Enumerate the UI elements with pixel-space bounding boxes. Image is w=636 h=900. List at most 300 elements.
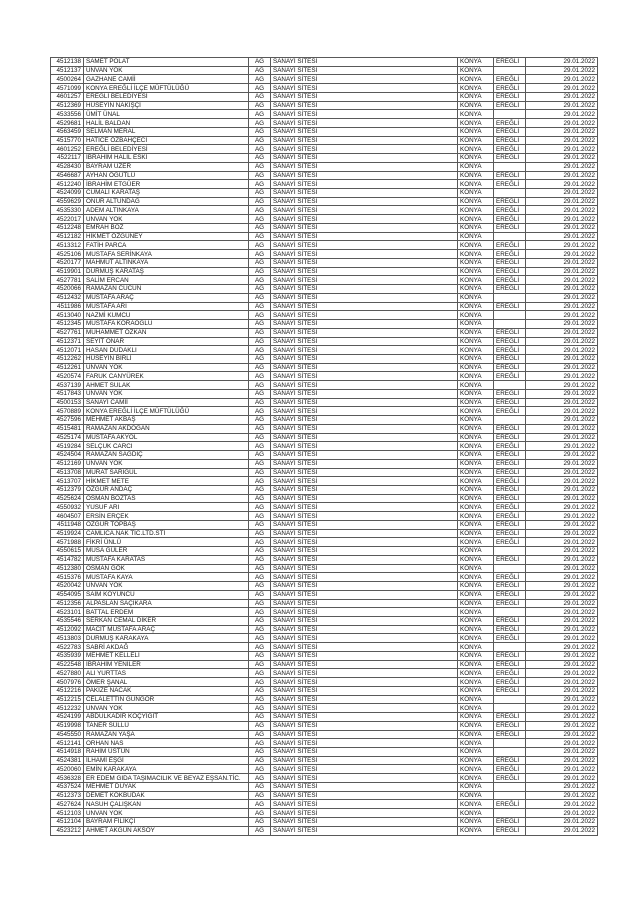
voltage-type-cell: AG (249, 573, 271, 582)
province-cell: KONYA (458, 721, 494, 730)
subscriber-id-cell: 4512248 (51, 223, 84, 232)
voltage-type-cell: AG (249, 337, 271, 346)
location-cell: SANAYİ SİTESİ (271, 285, 458, 294)
subscriber-id-cell: 4512356 (51, 599, 84, 608)
subscriber-id-cell: 4533556 (51, 110, 84, 119)
subscriber-name-cell: SELÇUK CARCI (84, 442, 249, 451)
subscriber-id-cell: 4512262 (51, 354, 84, 363)
table-row (51, 686, 598, 695)
district-cell: EREĞLİ (494, 730, 526, 739)
subscriber-id-cell: 4546687 (51, 171, 84, 180)
location-cell: SANAYİ SİTESİ (271, 730, 458, 739)
table-row (51, 215, 598, 224)
district-cell (494, 695, 526, 704)
table-row (51, 372, 598, 381)
province-cell: KONYA (458, 765, 494, 774)
table-row (51, 381, 598, 390)
voltage-type-cell: AG (249, 241, 271, 250)
location-cell: SANAYİ SİTESİ (271, 686, 458, 695)
voltage-type-cell: AG (249, 826, 271, 835)
subscriber-name-cell: MUSTAFA ARAÇ (84, 293, 249, 302)
subscriber-id-cell: 4535330 (51, 206, 84, 215)
voltage-type-cell: AG (249, 389, 271, 398)
subscriber-id-cell: 4522117 (51, 154, 84, 163)
province-cell: KONYA (458, 451, 494, 460)
subscriber-name-cell: ADEM ALTINKAYA (84, 206, 249, 215)
province-cell: KONYA (458, 590, 494, 599)
table-row (51, 485, 598, 494)
subscriber-name-cell: UNVAN YOK (84, 459, 249, 468)
location-cell: SANAYİ SİTESİ (271, 145, 458, 154)
district-cell: EREĞLİ (494, 241, 526, 250)
district-cell: EREĞLİ (494, 215, 526, 224)
table-row (51, 346, 598, 355)
subscriber-name-cell: KONYA EREĞLİ İLÇE MÜFTÜLÜĞÜ (84, 84, 249, 93)
district-cell: EREĞLİ (494, 485, 526, 494)
district-cell: EREĞLİ (494, 512, 526, 521)
province-cell: KONYA (458, 180, 494, 189)
table-row (51, 197, 598, 206)
voltage-type-cell: AG (249, 520, 271, 529)
subscriber-id-cell: 4512104 (51, 817, 84, 826)
subscriber-id-cell: 4601252 (51, 145, 84, 154)
table-row (51, 713, 598, 722)
location-cell: SANAYİ SİTESİ (271, 468, 458, 477)
table-row (51, 555, 598, 564)
table-row (51, 765, 598, 774)
province-cell: KONYA (458, 564, 494, 573)
table-row (51, 739, 598, 748)
voltage-type-cell: AG (249, 555, 271, 564)
district-cell: EREĞLİ (494, 678, 526, 687)
subscriber-name-cell: ER EDEM GIDA TAŞIMACILIK VE BEYAZ EŞSAN.TİC. (84, 774, 249, 783)
district-cell: EREĞLİ (494, 442, 526, 451)
location-cell: SANAYİ SİTESİ (271, 617, 458, 626)
location-cell: SANAYİ SİTESİ (271, 398, 458, 407)
subscriber-name-cell: EMRAH BOZ (84, 223, 249, 232)
province-cell: KONYA (458, 512, 494, 521)
location-cell: SANAYİ SİTESİ (271, 826, 458, 835)
date-cell: 29.01.2022 (526, 363, 598, 372)
district-cell (494, 293, 526, 302)
table-row (51, 241, 598, 250)
subscriber-name-cell: SALİM ERCAN (84, 276, 249, 285)
table-row (51, 625, 598, 634)
table-row (51, 459, 598, 468)
location-cell: SANAYİ SİTESİ (271, 346, 458, 355)
province-cell: KONYA (458, 634, 494, 643)
table-row (51, 250, 598, 259)
subscriber-id-cell: 4511948 (51, 520, 84, 529)
table-row (51, 782, 598, 791)
date-cell: 29.01.2022 (526, 398, 598, 407)
subscriber-id-cell: 4512215 (51, 695, 84, 704)
voltage-type-cell: AG (249, 171, 271, 180)
date-cell: 29.01.2022 (526, 223, 598, 232)
table-row (51, 590, 598, 599)
subscriber-name-cell: SELMAN MERAL (84, 127, 249, 136)
subscriber-id-cell: 4563459 (51, 127, 84, 136)
subscriber-name-cell: MUSTAFA KAYA (84, 573, 249, 582)
province-cell: KONYA (458, 363, 494, 372)
voltage-type-cell: AG (249, 189, 271, 198)
location-cell: SANAYİ SİTESİ (271, 180, 458, 189)
province-cell: KONYA (458, 547, 494, 556)
table-row (51, 232, 598, 241)
province-cell: KONYA (458, 215, 494, 224)
table-row (51, 389, 598, 398)
date-cell: 29.01.2022 (526, 695, 598, 704)
district-cell: EREĞLİ (494, 468, 526, 477)
subscriber-name-cell: ERSİN ERÇEK (84, 512, 249, 521)
date-cell: 29.01.2022 (526, 433, 598, 442)
province-cell: KONYA (458, 704, 494, 713)
date-cell: 29.01.2022 (526, 66, 598, 75)
table-row (51, 817, 598, 826)
location-cell: SANAYİ SİTESİ (271, 232, 458, 241)
subscriber-name-cell: HATİCE ÖZBAHÇECİ (84, 136, 249, 145)
subscriber-name-cell: FİKRİ ÜNLÜ (84, 538, 249, 547)
date-cell: 29.01.2022 (526, 756, 598, 765)
voltage-type-cell: AG (249, 800, 271, 809)
province-cell: KONYA (458, 328, 494, 337)
voltage-type-cell: AG (249, 538, 271, 547)
date-cell: 29.01.2022 (526, 119, 598, 128)
voltage-type-cell: AG (249, 748, 271, 757)
location-cell: SANAYİ SİTESİ (271, 608, 458, 617)
subscriber-id-cell: 4512141 (51, 739, 84, 748)
subscriber-id-cell: 4512345 (51, 320, 84, 329)
voltage-type-cell: AG (249, 669, 271, 678)
province-cell: KONYA (458, 119, 494, 128)
district-cell: EREĞLİ (494, 258, 526, 267)
subscriber-id-cell: 4513040 (51, 311, 84, 320)
province-cell: KONYA (458, 433, 494, 442)
province-cell: KONYA (458, 538, 494, 547)
location-cell: SANAYİ SİTESİ (271, 520, 458, 529)
date-cell: 29.01.2022 (526, 765, 598, 774)
date-cell: 29.01.2022 (526, 424, 598, 433)
subscriber-id-cell: 4525106 (51, 250, 84, 259)
location-cell: SANAYİ SİTESİ (271, 459, 458, 468)
subscriber-name-cell: MEHMET KELLELİ (84, 651, 249, 660)
subscriber-id-cell: 4520066 (51, 285, 84, 294)
subscriber-id-cell: 4512169 (51, 459, 84, 468)
subscriber-name-cell: MEHMET DUYAK (84, 782, 249, 791)
voltage-type-cell: AG (249, 477, 271, 486)
location-cell: SANAYİ SİTESİ (271, 512, 458, 521)
date-cell: 29.01.2022 (526, 782, 598, 791)
location-cell: SANAYİ SİTESİ (271, 651, 458, 660)
district-cell (494, 704, 526, 713)
voltage-type-cell: AG (249, 599, 271, 608)
table-row (51, 101, 598, 110)
voltage-type-cell: AG (249, 547, 271, 556)
province-cell: KONYA (458, 337, 494, 346)
location-cell: SANAYİ SİTESİ (271, 713, 458, 722)
district-cell: EREĞLİ (494, 223, 526, 232)
voltage-type-cell: AG (249, 328, 271, 337)
district-cell (494, 809, 526, 818)
district-cell: EREĞLİ (494, 582, 526, 591)
subscriber-id-cell: 4512371 (51, 337, 84, 346)
subscriber-id-cell: 4512432 (51, 293, 84, 302)
voltage-type-cell: AG (249, 442, 271, 451)
subscriber-name-cell: MEHMET AKBAŞ (84, 416, 249, 425)
date-cell: 29.01.2022 (526, 617, 598, 626)
subscriber-id-cell: 4520574 (51, 372, 84, 381)
location-cell: SANAYİ SİTESİ (271, 433, 458, 442)
voltage-type-cell: AG (249, 320, 271, 329)
subscriber-name-cell: MUSTAFA SERİNKAYA (84, 250, 249, 259)
table-row (51, 748, 598, 757)
subscriber-id-cell: 4515481 (51, 424, 84, 433)
date-cell: 29.01.2022 (526, 512, 598, 521)
location-cell: SANAYİ SİTESİ (271, 127, 458, 136)
date-cell: 29.01.2022 (526, 625, 598, 634)
location-cell: SANAYİ SİTESİ (271, 258, 458, 267)
district-cell (494, 564, 526, 573)
province-cell: KONYA (458, 713, 494, 722)
voltage-type-cell: AG (249, 634, 271, 643)
province-cell: KONYA (458, 669, 494, 678)
district-cell: EREĞLİ (494, 625, 526, 634)
table-row (51, 328, 598, 337)
province-cell: KONYA (458, 206, 494, 215)
location-cell: SANAYİ SİTESİ (271, 328, 458, 337)
subscriber-id-cell: 4512137 (51, 66, 84, 75)
voltage-type-cell: AG (249, 765, 271, 774)
location-cell: SANAYİ SİTESİ (271, 538, 458, 547)
voltage-type-cell: AG (249, 582, 271, 591)
subscriber-name-cell: MUSTAFA ARI (84, 302, 249, 311)
location-cell: SANAYİ SİTESİ (271, 800, 458, 809)
table-row (51, 206, 598, 215)
subscriber-id-cell: 4554095 (51, 590, 84, 599)
subscriber-id-cell: 4571988 (51, 538, 84, 547)
subscriber-id-cell: 4522017 (51, 215, 84, 224)
date-cell: 29.01.2022 (526, 573, 598, 582)
province-cell: KONYA (458, 660, 494, 669)
date-cell: 29.01.2022 (526, 127, 598, 136)
table-row (51, 223, 598, 232)
subscriber-id-cell: 4522783 (51, 643, 84, 652)
province-cell: KONYA (458, 468, 494, 477)
province-cell: KONYA (458, 285, 494, 294)
district-cell: EREĞLİ (494, 154, 526, 163)
district-cell: EREĞLİ (494, 171, 526, 180)
subscriber-id-cell: 4527781 (51, 276, 84, 285)
voltage-type-cell: AG (249, 136, 271, 145)
table-row (51, 180, 598, 189)
subscriber-name-cell: RAMAZAN SAGDIÇ (84, 451, 249, 460)
district-cell: EREĞLİ (494, 433, 526, 442)
subscriber-name-cell: SANAYİ CAMİİ (84, 398, 249, 407)
province-cell: KONYA (458, 110, 494, 119)
district-cell (494, 782, 526, 791)
district-cell: EREĞLİ (494, 424, 526, 433)
date-cell: 29.01.2022 (526, 608, 598, 617)
voltage-type-cell: AG (249, 145, 271, 154)
voltage-type-cell: AG (249, 625, 271, 634)
voltage-type-cell: AG (249, 590, 271, 599)
province-cell: KONYA (458, 809, 494, 818)
province-cell: KONYA (458, 320, 494, 329)
location-cell: SANAYİ SİTESİ (271, 66, 458, 75)
subscriber-id-cell: 4528430 (51, 162, 84, 171)
date-cell: 29.01.2022 (526, 555, 598, 564)
district-cell: EREĞLİ (494, 127, 526, 136)
table-row (51, 293, 598, 302)
table-row (51, 171, 598, 180)
voltage-type-cell: AG (249, 643, 271, 652)
province-cell: KONYA (458, 416, 494, 425)
province-cell: KONYA (458, 250, 494, 259)
location-cell: SANAYİ SİTESİ (271, 782, 458, 791)
date-cell: 29.01.2022 (526, 197, 598, 206)
province-cell: KONYA (458, 608, 494, 617)
district-cell: EREĞLİ (494, 660, 526, 669)
subscriber-name-cell: ÖMER ŞANAL (84, 678, 249, 687)
province-cell: KONYA (458, 232, 494, 241)
table-row (51, 468, 598, 477)
voltage-type-cell: AG (249, 774, 271, 783)
location-cell: SANAYİ SİTESİ (271, 625, 458, 634)
district-cell: EREĞLİ (494, 398, 526, 407)
voltage-type-cell: AG (249, 66, 271, 75)
district-cell: EREĞLİ (494, 634, 526, 643)
table-row (51, 189, 598, 198)
date-cell: 29.01.2022 (526, 372, 598, 381)
province-cell: KONYA (458, 223, 494, 232)
table-row (51, 276, 598, 285)
location-cell: SANAYİ SİTESİ (271, 424, 458, 433)
district-cell: EREĞLİ (494, 75, 526, 84)
table-row (51, 651, 598, 660)
table-row (51, 84, 598, 93)
district-cell: EREĞLİ (494, 145, 526, 154)
location-cell: SANAYİ SİTESİ (271, 547, 458, 556)
province-cell: KONYA (458, 302, 494, 311)
voltage-type-cell: AG (249, 433, 271, 442)
subscriber-name-cell: SAİM KOYUNCU (84, 590, 249, 599)
province-cell: KONYA (458, 695, 494, 704)
voltage-type-cell: AG (249, 206, 271, 215)
subscriber-name-cell: ÖZGÜR ANDAÇ (84, 485, 249, 494)
voltage-type-cell: AG (249, 459, 271, 468)
district-cell: EREĞLİ (494, 800, 526, 809)
subscriber-name-cell: KONYA EREĞLİ İLÇE MÜFTÜLÜĞÜ (84, 407, 249, 416)
district-cell: EREĞLİ (494, 765, 526, 774)
location-cell: SANAYİ SİTESİ (271, 643, 458, 652)
subscriber-name-cell: UNVAN YOK (84, 582, 249, 591)
province-cell: KONYA (458, 66, 494, 75)
subscriber-name-cell: İBRAHİM ETGÜER (84, 180, 249, 189)
district-cell: EREĞLİ (494, 337, 526, 346)
table-row (51, 774, 598, 783)
voltage-type-cell: AG (249, 197, 271, 206)
subscriber-id-cell: 4527880 (51, 669, 84, 678)
date-cell: 29.01.2022 (526, 75, 598, 84)
district-cell (494, 791, 526, 800)
voltage-type-cell: AG (249, 695, 271, 704)
location-cell: SANAYİ SİTESİ (271, 215, 458, 224)
date-cell: 29.01.2022 (526, 171, 598, 180)
district-cell: EREĞLİ (494, 721, 526, 730)
subscriber-name-cell: UNVAN YOK (84, 215, 249, 224)
subscriber-id-cell: 4513708 (51, 468, 84, 477)
voltage-type-cell: AG (249, 58, 271, 67)
subscriber-name-cell: HASAN DUDAKLI (84, 346, 249, 355)
subscriber-id-cell: 4570889 (51, 407, 84, 416)
district-cell: EREĞLİ (494, 267, 526, 276)
province-cell: KONYA (458, 75, 494, 84)
district-cell: EREĞLİ (494, 756, 526, 765)
province-cell: KONYA (458, 127, 494, 136)
province-cell: KONYA (458, 398, 494, 407)
table-row (51, 127, 598, 136)
table-row (51, 311, 598, 320)
subscriber-id-cell: 4524199 (51, 713, 84, 722)
location-cell: SANAYİ SİTESİ (271, 660, 458, 669)
voltage-type-cell: AG (249, 468, 271, 477)
province-cell: KONYA (458, 84, 494, 93)
table-row (51, 634, 598, 643)
subscriber-name-cell: EREĞLİ BELEDİYESİ (84, 145, 249, 154)
district-cell: EREĞLİ (494, 58, 526, 67)
location-cell: SANAYİ SİTESİ (271, 320, 458, 329)
district-cell (494, 66, 526, 75)
table-row (51, 442, 598, 451)
voltage-type-cell: AG (249, 180, 271, 189)
location-cell: SANAYİ SİTESİ (271, 58, 458, 67)
date-cell: 29.01.2022 (526, 582, 598, 591)
table-row (51, 695, 598, 704)
voltage-type-cell: AG (249, 311, 271, 320)
date-cell: 29.01.2022 (526, 529, 598, 538)
district-cell: EREĞLİ (494, 389, 526, 398)
voltage-type-cell: AG (249, 215, 271, 224)
subscriber-name-cell: NAZMİ KUMCU (84, 311, 249, 320)
province-cell: KONYA (458, 774, 494, 783)
table-row (51, 136, 598, 145)
province-cell: KONYA (458, 154, 494, 163)
district-cell: EREĞLİ (494, 477, 526, 486)
subscriber-name-cell: EMİN KARAKAYA (84, 765, 249, 774)
date-cell: 29.01.2022 (526, 459, 598, 468)
date-cell: 29.01.2022 (526, 774, 598, 783)
subscriber-name-cell: BATTAL ERDEM (84, 608, 249, 617)
subscriber-id-cell: 4512103 (51, 809, 84, 818)
location-cell: SANAYİ SİTESİ (271, 721, 458, 730)
subscriber-name-cell: GAZHANE CAMİİ (84, 75, 249, 84)
district-cell: EREĞLİ (494, 206, 526, 215)
date-cell: 29.01.2022 (526, 451, 598, 460)
location-cell: SANAYİ SİTESİ (271, 748, 458, 757)
location-cell: SANAYİ SİTESİ (271, 162, 458, 171)
date-cell: 29.01.2022 (526, 547, 598, 556)
province-cell: KONYA (458, 686, 494, 695)
date-cell: 29.01.2022 (526, 686, 598, 695)
voltage-type-cell: AG (249, 258, 271, 267)
location-cell: SANAYİ SİTESİ (271, 809, 458, 818)
table-row (51, 573, 598, 582)
location-cell: SANAYİ SİTESİ (271, 101, 458, 110)
subscriber-name-cell: UNVAN YOK (84, 809, 249, 818)
district-cell: EREĞLİ (494, 826, 526, 835)
voltage-type-cell: AG (249, 756, 271, 765)
table-row (51, 110, 598, 119)
